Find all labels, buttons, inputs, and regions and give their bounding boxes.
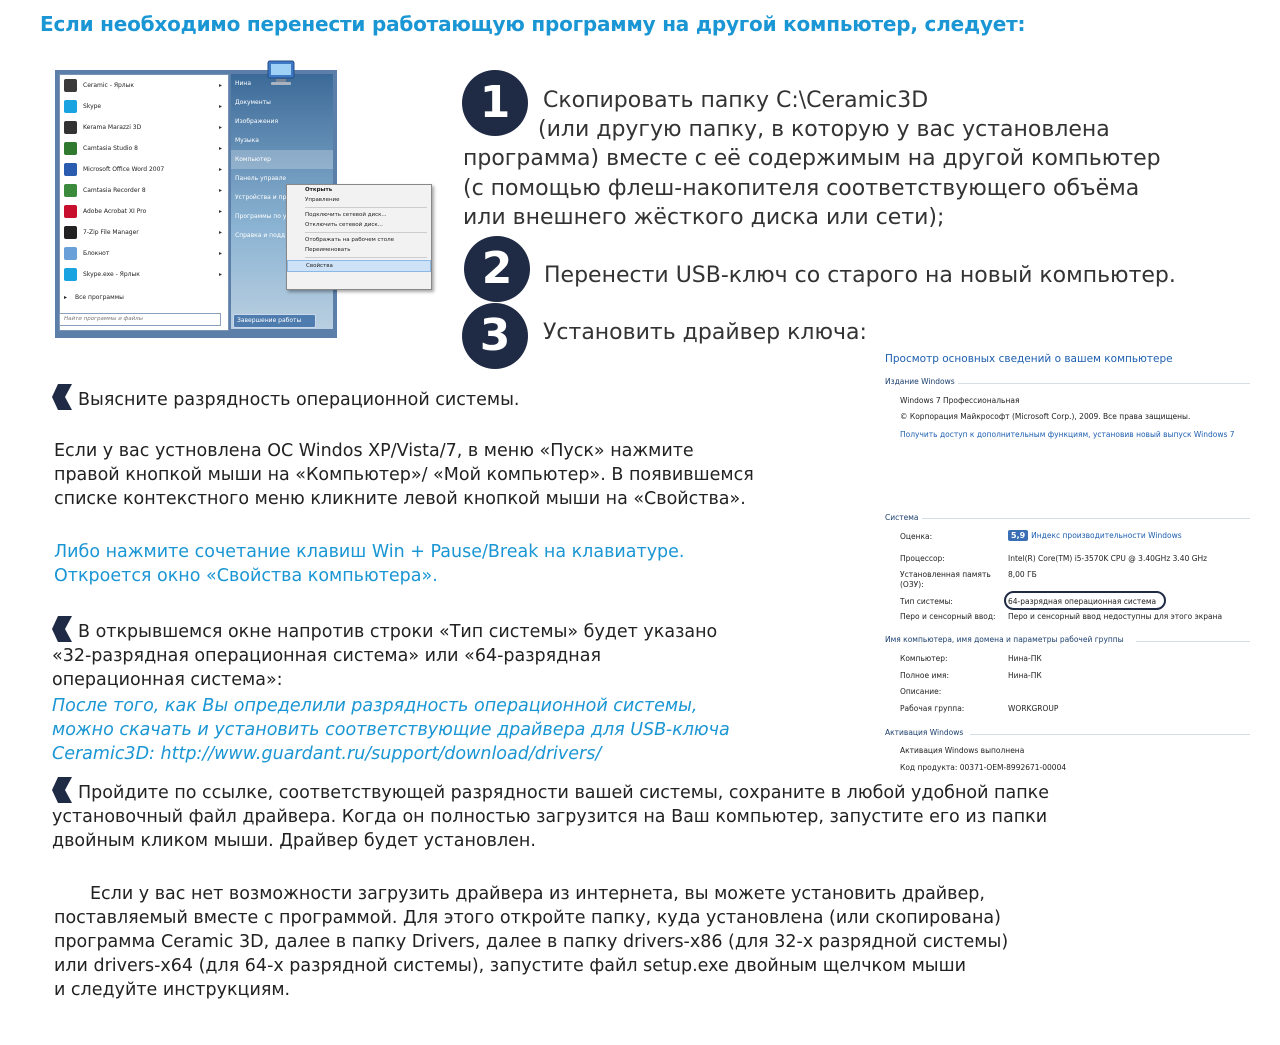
context-menu-item[interactable]: Отображать на рабочем столе [305, 237, 395, 243]
copyright-text: © Корпорация Майкрософт (Microsoft Corp.), 2009. Все права защищены. [900, 412, 1191, 421]
para-3-line: Откроется окно «Свойства компьютера». [54, 566, 438, 586]
system-type-value: 64-разрядная операционная система [1008, 597, 1157, 606]
para-7-line: Если у вас нет возможности загрузить драйвера из интернета, вы можете установить драйвер, [90, 884, 985, 904]
para-7-line: и следуйте инструкциям. [54, 980, 291, 1000]
zip-icon [64, 226, 77, 239]
rating-badge: 5,9 [1008, 530, 1028, 541]
menu-separator [305, 232, 427, 233]
chevron-right-icon: ▸ [218, 229, 222, 236]
computer-icon [262, 60, 300, 86]
start-menu-item-label: 7-Zip File Manager [83, 229, 139, 236]
name-header: Имя компьютера, имя домена и параметры рабочей группы [885, 635, 1124, 644]
divider [922, 518, 1250, 519]
start-menu-item-label: Блокнот [83, 250, 110, 257]
menu-separator [305, 257, 427, 258]
para-3-line: Либо нажмите сочетание клавиш Win + Pause/Break на клавиатуре. [54, 542, 685, 562]
start-menu-right-item[interactable]: Изображения [235, 118, 279, 125]
start-menu-right-item[interactable]: Нина [235, 80, 252, 87]
para-6 [52, 777, 1049, 853]
skype-icon [64, 100, 77, 113]
para-4 [52, 616, 717, 692]
step-1-badge: 1 [462, 70, 528, 136]
acrobat-icon [64, 205, 77, 218]
step-3-text: Установить драйвер ключа: [543, 320, 867, 345]
ceramic-icon [64, 79, 77, 92]
system-title: Просмотр основных сведений о вашем компьютере [885, 353, 1173, 365]
start-menu-right-item[interactable]: Документы [235, 99, 271, 106]
context-menu-item[interactable]: Открыть [305, 187, 333, 193]
para-5-line: можно скачать и установить соответствующие драйвера для USB-ключа [52, 720, 730, 740]
para-7-line: программа Ceramic 3D, далее в папку Drivers, далее в папку drivers-x86 (для 32-х разрядной системы) [54, 932, 1009, 952]
para-6-line: Пройдите по ссылке, соответствующей разрядности вашей системы, сохраните в любой удобной папке [78, 783, 1049, 803]
product-key: Код продукта: 00371-OEM-8992671-00004 [900, 763, 1067, 772]
start-menu-item[interactable] [60, 243, 228, 264]
para-5-link[interactable]: Ceramic3D: http://www.guardant.ru/support/download/drivers/ [52, 744, 602, 764]
start-menu-item-label: Kerama Marazzi 3D [83, 124, 142, 131]
edition-header: Издание Windows [885, 377, 955, 386]
start-menu-item-label: Microsoft Office Word 2007 [83, 166, 165, 173]
kerama-icon [64, 121, 77, 134]
shutdown-button[interactable]: Завершение работы [233, 314, 316, 328]
para-4-line: операционная система»: [52, 670, 283, 690]
description-label: Описание: [900, 687, 942, 696]
para-2 [54, 439, 754, 511]
chevron-right-icon: ▸ [218, 208, 222, 215]
context-menu-item[interactable]: Подключить сетевой диск... [305, 212, 387, 218]
chevron-right-icon: ▸ [218, 124, 222, 131]
start-menu-right-item[interactable]: Программы по у [235, 213, 287, 220]
start-menu-item-label: Camtasia Studio 8 [83, 145, 138, 152]
para-4-line: В открывшемся окне напротив строки «Тип системы» будет указано [78, 622, 718, 642]
edition-value: Windows 7 Профессиональная [900, 396, 1020, 405]
workgroup-value: WORKGROUP [1008, 704, 1059, 713]
bullet-chevron-icon [52, 777, 72, 803]
para-2-line: списке контекстного меню кликните левой кнопкой мыши на «Свойства». [54, 489, 746, 509]
upgrade-link[interactable]: Получить доступ к дополнительным функциям, установив новый выпуск Windows 7 [900, 430, 1235, 439]
step-1-line-5: или внешнего жёсткого диска или сети); [463, 205, 945, 230]
start-menu-item[interactable] [60, 117, 228, 138]
start-menu-item[interactable] [60, 264, 228, 285]
word-icon [64, 163, 77, 176]
processor-value: Intel(R) Core(TM) i5-3570K CPU @ 3.40GHz 3.40 GHz [1008, 554, 1208, 563]
chevron-right-icon: ▸ [218, 103, 222, 110]
start-menu-item[interactable] [60, 159, 228, 180]
chevron-right-icon: ▸ [64, 294, 68, 301]
menu-separator [305, 207, 427, 208]
chevron-right-icon: ▸ [218, 271, 222, 278]
start-menu-item[interactable] [60, 75, 228, 96]
recorder-icon [64, 184, 77, 197]
start-menu-item[interactable] [60, 138, 228, 159]
highlight-oval [1004, 591, 1166, 610]
activation-status: Активация Windows выполнена [900, 746, 1025, 755]
step-3-badge: 3 [462, 303, 528, 369]
processor-label: Процессор: [900, 554, 945, 563]
step-1-line-4: (с помощью флеш-накопителя соответствующего объёма [463, 176, 1140, 201]
context-menu [286, 184, 432, 290]
rating-value[interactable] [1008, 530, 1182, 541]
system-properties-panel [880, 345, 1252, 777]
activation-header: Активация Windows [885, 728, 964, 737]
start-menu-right-item[interactable]: Музыка [235, 137, 259, 144]
start-menu-program-list [59, 74, 229, 331]
pen-label: Перо и сенсорный ввод: [900, 612, 996, 621]
start-menu-right-item[interactable]: Устройства и пр [235, 194, 287, 201]
skype-icon [64, 268, 77, 281]
chevron-right-icon: ▸ [218, 145, 222, 152]
rating-link[interactable]: Индекс производительности Windows [1031, 531, 1182, 540]
start-menu-right-item[interactable]: Панель управле [235, 175, 287, 182]
para-5-line: После того, как Вы определили разрядность операционной системы, [52, 696, 698, 716]
all-programs-item[interactable] [60, 287, 228, 308]
start-menu-item[interactable] [60, 180, 228, 201]
start-menu-item-label: Camtasia Recorder 8 [83, 187, 146, 194]
para-6-line: двойным кликом мыши. Драйвер будет установлен. [52, 831, 536, 851]
chevron-right-icon: ▸ [218, 82, 222, 89]
step-2-text: Перенести USB-ключ со старого на новый компьютер. [544, 263, 1176, 288]
para-6-line: установочный файл драйвера. Когда он полностью загрузится на Ваш компьютер, запустите его из папки [52, 807, 1048, 827]
para-2-line: правой кнопкой мыши на «Компьютер»/ «Мой компьютер». В появившемся [54, 465, 754, 485]
para-5 [52, 694, 730, 766]
start-menu-item-label: Skype.exe - Ярлык [83, 271, 140, 278]
start-menu-item-label: Ceramic - Ярлык [83, 82, 134, 89]
para-3 [54, 540, 685, 588]
start-menu-right-item[interactable]: Справка и подд [235, 232, 286, 239]
context-menu-item[interactable]: Управление [305, 197, 340, 203]
start-menu-item[interactable] [60, 222, 228, 243]
step-1-line-2: (или другую папку, в которую у вас установлена [538, 117, 1110, 142]
camtasia-icon [64, 142, 77, 155]
all-programs-label: Все программы [75, 294, 124, 301]
chevron-right-icon: ▸ [218, 187, 222, 194]
para-1-text: Выясните разрядность операционной системы. [78, 390, 520, 410]
start-menu-item[interactable] [60, 201, 228, 222]
computer-value: Нина-ПК [1008, 654, 1042, 663]
computer-label: Компьютер: [900, 654, 948, 663]
fullname-label: Полное имя: [900, 671, 950, 680]
notepad-icon [64, 247, 77, 260]
system-type-label: Тип системы: [900, 597, 953, 606]
context-menu-item[interactable]: Переименовать [305, 247, 351, 253]
start-menu-item-label: Adobe Acrobat XI Pro [83, 208, 147, 215]
pen-value: Перо и сенсорный ввод недоступны для этого экрана [1008, 612, 1223, 621]
bullet-chevron-icon [52, 384, 72, 410]
step-2-badge: 2 [464, 236, 530, 302]
system-header: Система [885, 513, 919, 522]
step-1-line-1: Скопировать папку C:\Ceramic3D [543, 88, 929, 113]
start-menu-item-label: Skype [83, 103, 102, 110]
para-2-line: Если у вас устновлена ОС Windos XP/Vista/7, в меню «Пуск» нажмите [54, 441, 694, 461]
bullet-chevron-icon [52, 616, 72, 642]
context-menu-item[interactable]: Свойства [287, 260, 431, 272]
start-menu-item[interactable] [60, 96, 228, 117]
para-1 [52, 384, 519, 412]
chevron-right-icon: ▸ [218, 250, 222, 257]
page-title: Если необходимо перенести работающую программу на другой компьютер, следует: [40, 12, 1026, 36]
start-menu-search-input[interactable]: Найти программы и файлы [59, 313, 221, 326]
divider [970, 734, 1250, 735]
rating-label: Оценка: [900, 532, 933, 541]
para-7 [54, 882, 1008, 1002]
fullname-value: Нина-ПК [1008, 671, 1042, 680]
para-7-line: или drivers-x64 (для 64-х разрядной системы), запустите файл setup.exe двойным щелчком мыши [54, 956, 967, 976]
para-7-line: поставляемый вместе с программой. Для этого откройте папку, куда установлена (или скопирована) [54, 908, 1001, 928]
memory-value: 8,00 ГБ [1008, 570, 1037, 579]
step-1-line-3: программа) вместе с её содержимым на другой компьютер [463, 146, 1161, 171]
memory-label: Установленная память (ОЗУ): [900, 570, 991, 589]
chevron-right-icon: ▸ [218, 166, 222, 173]
divider [958, 383, 1250, 384]
workgroup-label: Рабочая группа: [900, 704, 965, 713]
divider [1136, 641, 1250, 642]
para-4-line: «32-разрядная операционная система» или «64-разрядная [52, 646, 601, 666]
start-menu-right-item[interactable]: Компьютер [231, 150, 333, 169]
context-menu-item[interactable]: Отключить сетевой диск... [305, 222, 383, 228]
